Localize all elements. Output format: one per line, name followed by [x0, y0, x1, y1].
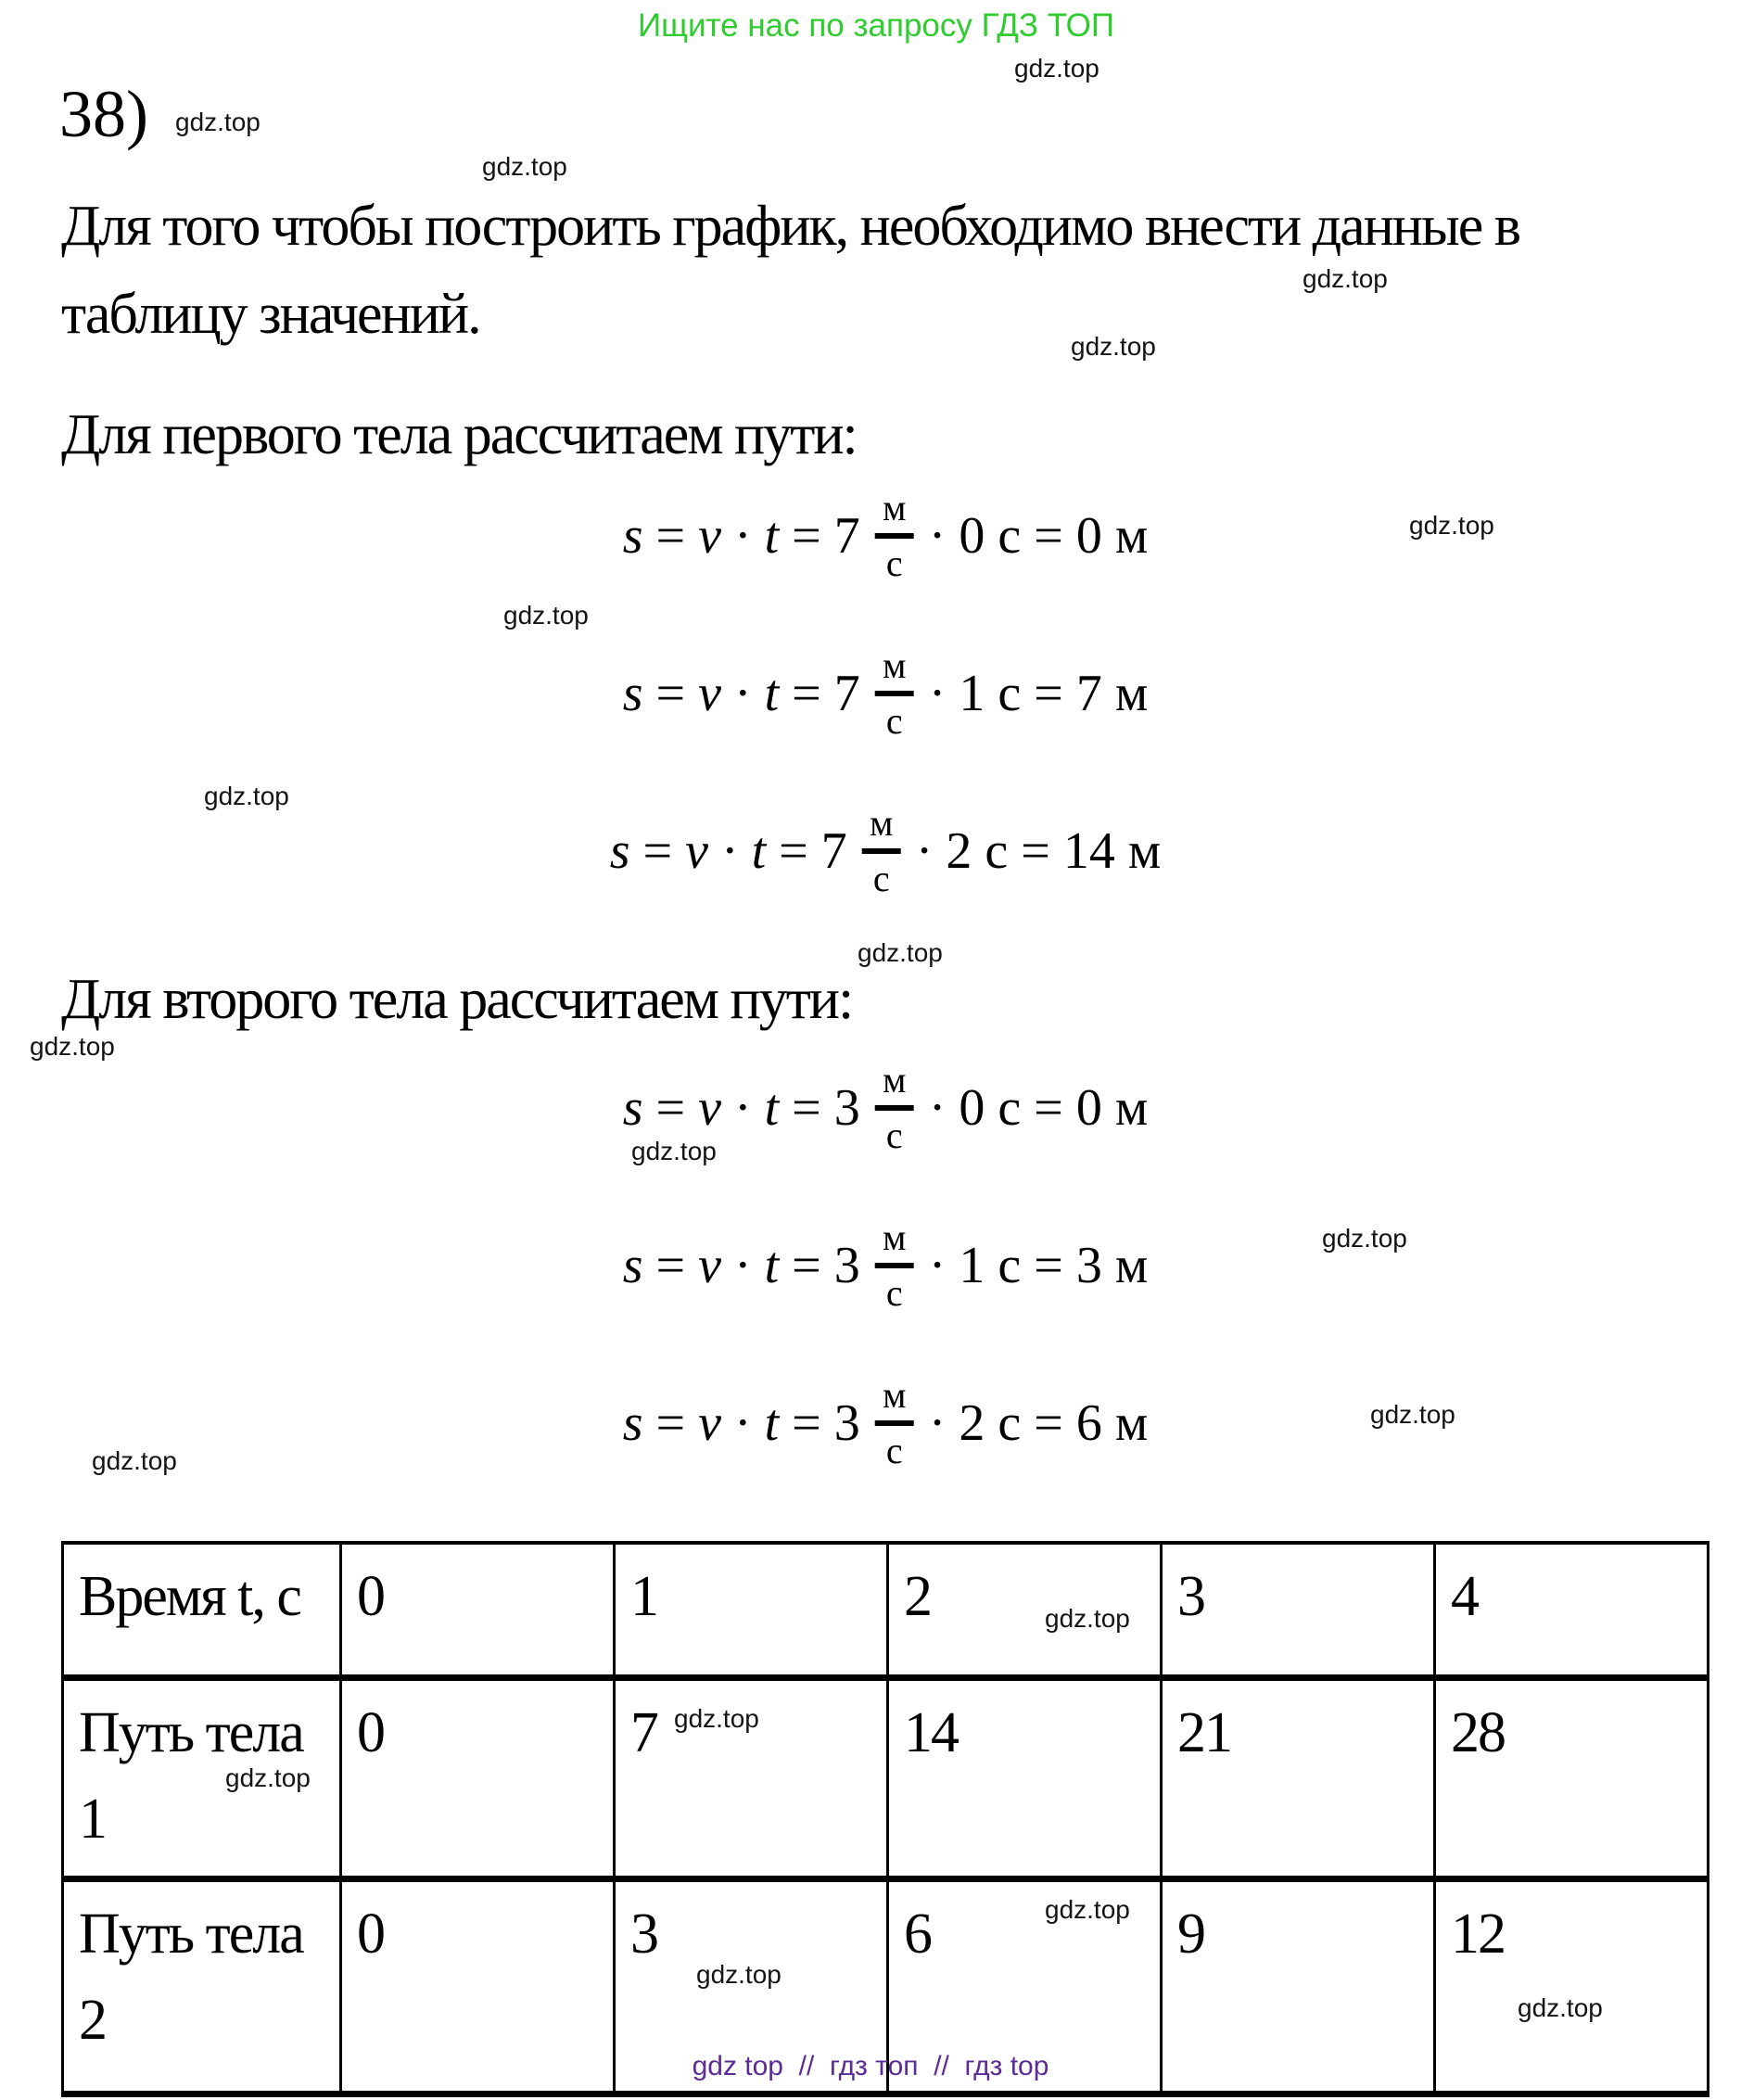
- equals-sign: =: [1034, 1394, 1063, 1452]
- time-value: 2 с: [946, 822, 1009, 880]
- equals-sign: =: [1034, 665, 1063, 722]
- watermark-text: gdz.top: [503, 601, 589, 630]
- values-table: [61, 1541, 1709, 2097]
- time-value: 1 с: [959, 1237, 1022, 1294]
- table-cell: 9: [1162, 1879, 1435, 2094]
- result-value: 3 м: [1075, 1237, 1149, 1294]
- problem-number: 38): [59, 77, 148, 151]
- table-cell: 6: [888, 1879, 1162, 2094]
- watermark-text: gdz.top: [674, 1704, 759, 1733]
- fraction-numerator: м: [883, 1059, 907, 1101]
- table-cell: 3: [615, 1879, 888, 2094]
- var-v: v: [698, 1079, 721, 1137]
- var-s: s: [622, 665, 643, 722]
- unit-fraction-m-per-s: [875, 1217, 914, 1314]
- fraction-bar: [875, 1105, 914, 1111]
- var-s: s: [609, 822, 630, 880]
- watermark-text: gdz.top: [1518, 1993, 1603, 2022]
- equals-sign: =: [1034, 1237, 1063, 1294]
- speed-value: 3: [833, 1394, 860, 1452]
- table-cell: 12: [1435, 1879, 1709, 2094]
- result-value: 6 м: [1075, 1394, 1149, 1452]
- table-row: [63, 1543, 1709, 1678]
- equals-sign: =: [1034, 507, 1063, 565]
- unit-fraction-m-per-s: [875, 1060, 914, 1156]
- var-s: s: [622, 1394, 643, 1452]
- formula-body1-time1: [623, 633, 1149, 754]
- table-cell: 1: [615, 1543, 888, 1678]
- equals-sign: =: [642, 822, 673, 880]
- fraction-denominator: с: [885, 1430, 903, 1471]
- watermark-text: gdz.top: [1322, 1224, 1407, 1253]
- fraction-numerator: м: [883, 1374, 907, 1416]
- fraction-denominator: с: [872, 858, 890, 899]
- multiply-dot: ·: [733, 507, 752, 565]
- equals-sign: =: [792, 1394, 821, 1452]
- watermark-text: gdz.top: [204, 782, 289, 810]
- first-body-label: Для первого тела рассчитаем пути:: [61, 403, 857, 466]
- watermark-text: gdz.top: [1071, 332, 1156, 361]
- watermark-text: gdz.top: [92, 1446, 177, 1475]
- table-cell: 28: [1435, 1678, 1709, 1879]
- equals-sign: =: [655, 1394, 686, 1452]
- fraction-numerator: м: [883, 1216, 907, 1258]
- watermark-text: gdz.top: [1014, 54, 1099, 83]
- equals-sign: =: [792, 665, 821, 722]
- watermark-text: gdz.top: [1303, 264, 1388, 293]
- var-t: t: [764, 1394, 780, 1452]
- fraction-numerator: м: [870, 802, 894, 844]
- result-value: 0 м: [1075, 507, 1149, 565]
- unit-fraction-m-per-s: [875, 1375, 914, 1471]
- var-s: s: [622, 1079, 643, 1137]
- table-cell: 4: [1435, 1543, 1709, 1678]
- unit-fraction-m-per-s: [875, 645, 914, 742]
- table-cell: 21: [1162, 1678, 1435, 1879]
- watermark-text: gdz.top: [1409, 511, 1494, 540]
- time-value: 0 с: [959, 507, 1022, 565]
- var-v: v: [698, 665, 721, 722]
- multiply-dot: ·: [733, 1079, 752, 1137]
- table-cell: 14: [888, 1678, 1162, 1879]
- intro-paragraph: [61, 183, 1519, 359]
- fraction-numerator: м: [883, 487, 907, 528]
- table-cell: 2: [888, 1543, 1162, 1678]
- multiply-dot: ·: [733, 1237, 752, 1294]
- watermark-text: gdz.top: [696, 1960, 782, 1989]
- equals-sign: =: [1034, 1079, 1063, 1137]
- multiply-dot: ·: [928, 1394, 947, 1452]
- multiply-dot: ·: [720, 822, 739, 880]
- equals-sign: =: [655, 1237, 686, 1294]
- var-t: t: [764, 1079, 780, 1137]
- time-value: 2 с: [959, 1394, 1022, 1452]
- result-value: 14 м: [1062, 822, 1162, 880]
- intro-line-1: Для того чтобы построить график, необходимо внести данные в: [61, 195, 1520, 258]
- fraction-numerator: м: [883, 644, 907, 686]
- row-header-cell: Время t, с: [63, 1543, 341, 1678]
- multiply-dot: ·: [928, 665, 947, 722]
- row-header-cell: Путь тела 2: [63, 1879, 341, 2094]
- formula-body1-time2: [610, 791, 1162, 911]
- multiply-dot: ·: [733, 665, 752, 722]
- row-header-cell: Путь тела 1: [63, 1678, 341, 1879]
- speed-value: 3: [833, 1079, 860, 1137]
- var-v: v: [698, 1394, 721, 1452]
- multiply-dot: ·: [928, 1237, 947, 1294]
- speed-value: 3: [833, 1237, 860, 1294]
- multiply-dot: ·: [928, 1079, 947, 1137]
- var-v: v: [698, 507, 721, 565]
- unit-fraction-m-per-s: [862, 803, 901, 899]
- watermark-text: gdz.top: [858, 938, 943, 967]
- var-t: t: [764, 507, 780, 565]
- equals-sign: =: [655, 507, 686, 565]
- equals-sign: =: [655, 665, 686, 722]
- footer-links: gdz top // гдз топ // гдз top: [692, 2051, 1049, 2081]
- fraction-bar: [862, 848, 901, 854]
- equals-sign: =: [655, 1079, 686, 1137]
- watermark-text: gdz.top: [175, 108, 261, 136]
- fraction-bar: [875, 1420, 914, 1426]
- equals-sign: =: [792, 1237, 821, 1294]
- watermark-text: gdz.top: [482, 152, 567, 181]
- speed-value: 7: [833, 665, 860, 722]
- promo-header: Ищите нас по запросу ГДЗ ТОП: [638, 7, 1114, 44]
- watermark-text: gdz.top: [225, 1763, 311, 1792]
- fraction-bar: [875, 691, 914, 696]
- speed-value: 7: [833, 507, 860, 565]
- fraction-denominator: с: [885, 542, 903, 584]
- unit-fraction-m-per-s: [875, 488, 914, 584]
- watermark-text: gdz.top: [1370, 1400, 1455, 1429]
- var-s: s: [622, 507, 643, 565]
- equals-sign: =: [792, 1079, 821, 1137]
- var-t: t: [764, 1237, 780, 1294]
- result-value: 0 м: [1075, 1079, 1149, 1137]
- table-cell: 0: [341, 1879, 615, 2094]
- table-cell: 3: [1162, 1543, 1435, 1678]
- table-cell: 0: [341, 1543, 615, 1678]
- var-t: t: [751, 822, 767, 880]
- formula-body2-time2: [623, 1363, 1149, 1483]
- multiply-dot: ·: [928, 507, 947, 565]
- var-v: v: [685, 822, 708, 880]
- var-t: t: [764, 665, 780, 722]
- time-value: 0 с: [959, 1079, 1022, 1137]
- watermark-text: gdz.top: [1045, 1604, 1130, 1633]
- table-cell: 7: [615, 1678, 888, 1879]
- fraction-denominator: с: [885, 1114, 903, 1156]
- watermark-text: gdz.top: [1045, 1895, 1130, 1924]
- speed-value: 7: [820, 822, 847, 880]
- table-cell: 0: [341, 1678, 615, 1879]
- var-v: v: [698, 1237, 721, 1294]
- values-table-body: [63, 1543, 1709, 2094]
- formula-body1-time0: [623, 476, 1149, 596]
- time-value: 1 с: [959, 665, 1022, 722]
- fraction-denominator: с: [885, 1272, 903, 1314]
- watermark-text: gdz.top: [30, 1032, 115, 1061]
- var-s: s: [622, 1237, 643, 1294]
- formula-body2-time1: [623, 1205, 1149, 1326]
- result-value: 7 м: [1075, 665, 1149, 722]
- second-body-label: Для второго тела рассчитаем пути:: [61, 968, 853, 1031]
- intro-line-2: таблицу значений.: [61, 283, 480, 346]
- equals-sign: =: [779, 822, 808, 880]
- watermark-text: gdz.top: [631, 1137, 717, 1165]
- fraction-denominator: с: [885, 700, 903, 742]
- fraction-bar: [875, 533, 914, 539]
- equals-sign: =: [1021, 822, 1050, 880]
- fraction-bar: [875, 1263, 914, 1268]
- multiply-dot: ·: [733, 1394, 752, 1452]
- equals-sign: =: [792, 507, 821, 565]
- multiply-dot: ·: [915, 822, 934, 880]
